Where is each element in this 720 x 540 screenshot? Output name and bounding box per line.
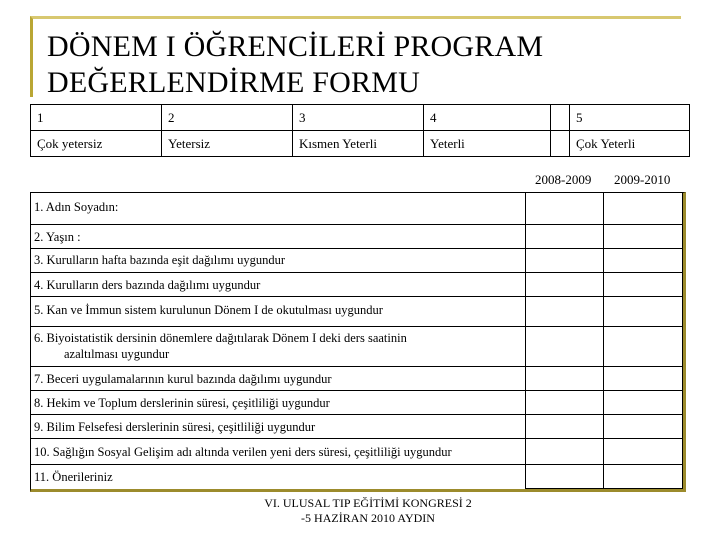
scale-number-1: 1 (31, 105, 162, 131)
question-2: 2. Yaşın : (34, 230, 81, 244)
scale-numbers-row (31, 105, 690, 131)
title-frame (30, 16, 681, 97)
question-6-line-1: 6. Biyoistatistik dersinin dönemlere dağıtılarak Dönem I deki ders saatinin (34, 331, 407, 345)
title-line-2: DEĞERLENDİRME FORMU (47, 66, 420, 99)
scale-label-4: Yeterli (424, 131, 551, 157)
answer-cell[interactable] (525, 438, 605, 466)
scale-spacer (551, 105, 570, 131)
footer-caption (258, 496, 478, 526)
row-divider (30, 366, 525, 367)
answer-cell[interactable] (525, 296, 605, 328)
question-3: 3. Kurulların hafta bazında eşit dağılımı uygundur (34, 253, 285, 267)
question-6-line-2: azaltılması uygundur (64, 347, 170, 361)
answer-cell[interactable] (525, 464, 605, 489)
scale-label-2: Yetersiz (162, 131, 293, 157)
answer-cell[interactable] (603, 272, 683, 298)
answer-cell[interactable] (525, 414, 605, 440)
answer-cell[interactable] (603, 438, 683, 466)
answer-cell[interactable] (603, 414, 683, 440)
footer-line-1: VI. ULUSAL TIP EĞİTİMİ KONGRESİ 2 (264, 496, 472, 510)
question-7: 7. Beceri uygulamalarının kurul bazında dağılımı uygundur (34, 372, 332, 386)
answer-cell[interactable] (525, 224, 605, 250)
page-title (47, 29, 543, 101)
answer-cell[interactable] (603, 326, 683, 368)
scale-number-4: 4 (424, 105, 551, 131)
question-8: 8. Hekim ve Toplum derslerinin süresi, çeşitliliği uygundur (34, 396, 330, 410)
row-divider (30, 464, 525, 465)
answer-cell[interactable] (603, 296, 683, 328)
row-divider (30, 326, 525, 327)
answer-cell[interactable] (525, 366, 605, 392)
answer-cell[interactable] (603, 366, 683, 392)
row-divider (30, 248, 525, 249)
scale-spacer (551, 131, 570, 157)
question-11: 11. Önerileriniz (34, 470, 113, 484)
scale-label-5: Çok Yeterli (570, 131, 690, 157)
answer-cell[interactable] (525, 326, 605, 368)
row-divider (30, 296, 525, 297)
scale-label-3: Kısmen Yeterli (293, 131, 424, 157)
scale-labels-row (31, 131, 690, 157)
row-divider (30, 414, 525, 415)
question-4: 4. Kurulların ders bazında dağılımı uygundur (34, 278, 261, 292)
row-divider (30, 438, 525, 439)
answer-cell[interactable] (603, 464, 683, 489)
answer-cell[interactable] (525, 192, 605, 226)
scale-label-1: Çok yetersiz (31, 131, 162, 157)
answer-cell[interactable] (525, 272, 605, 298)
row-divider (30, 272, 525, 273)
rating-scale-table (30, 104, 690, 157)
title-line-1: DÖNEM I ÖĞRENCİLERİ PROGRAM (47, 30, 544, 63)
scale-number-5: 5 (570, 105, 690, 131)
row-divider (30, 224, 525, 225)
answer-cell[interactable] (603, 390, 683, 416)
year-header-2008-2009: 2008-2009 (535, 172, 592, 187)
row-divider (30, 390, 525, 391)
answer-cell[interactable] (525, 390, 605, 416)
scale-number-3: 3 (293, 105, 424, 131)
answer-cell[interactable] (525, 248, 605, 274)
footer-line-2: -5 HAZİRAN 2010 AYDIN (301, 511, 435, 525)
question-1: 1. Adın Soyadın: (34, 200, 119, 214)
answer-cell[interactable] (603, 192, 683, 226)
question-10: 10. Sağlığın Sosyal Gelişim adı altında verilen yeni ders süresi, çeşitliliği uygundur (34, 445, 452, 459)
question-9: 9. Bilim Felsefesi derslerinin süresi, çeşitliliği uygundur (34, 420, 316, 434)
year-header-2009-2010: 2009-2010 (614, 172, 671, 187)
scale-number-2: 2 (162, 105, 293, 131)
answer-cell[interactable] (603, 224, 683, 250)
answer-cell[interactable] (603, 248, 683, 274)
question-5: 5. Kan ve İmmun sistem kurulunun Dönem I de okutulması uygundur (34, 303, 383, 317)
